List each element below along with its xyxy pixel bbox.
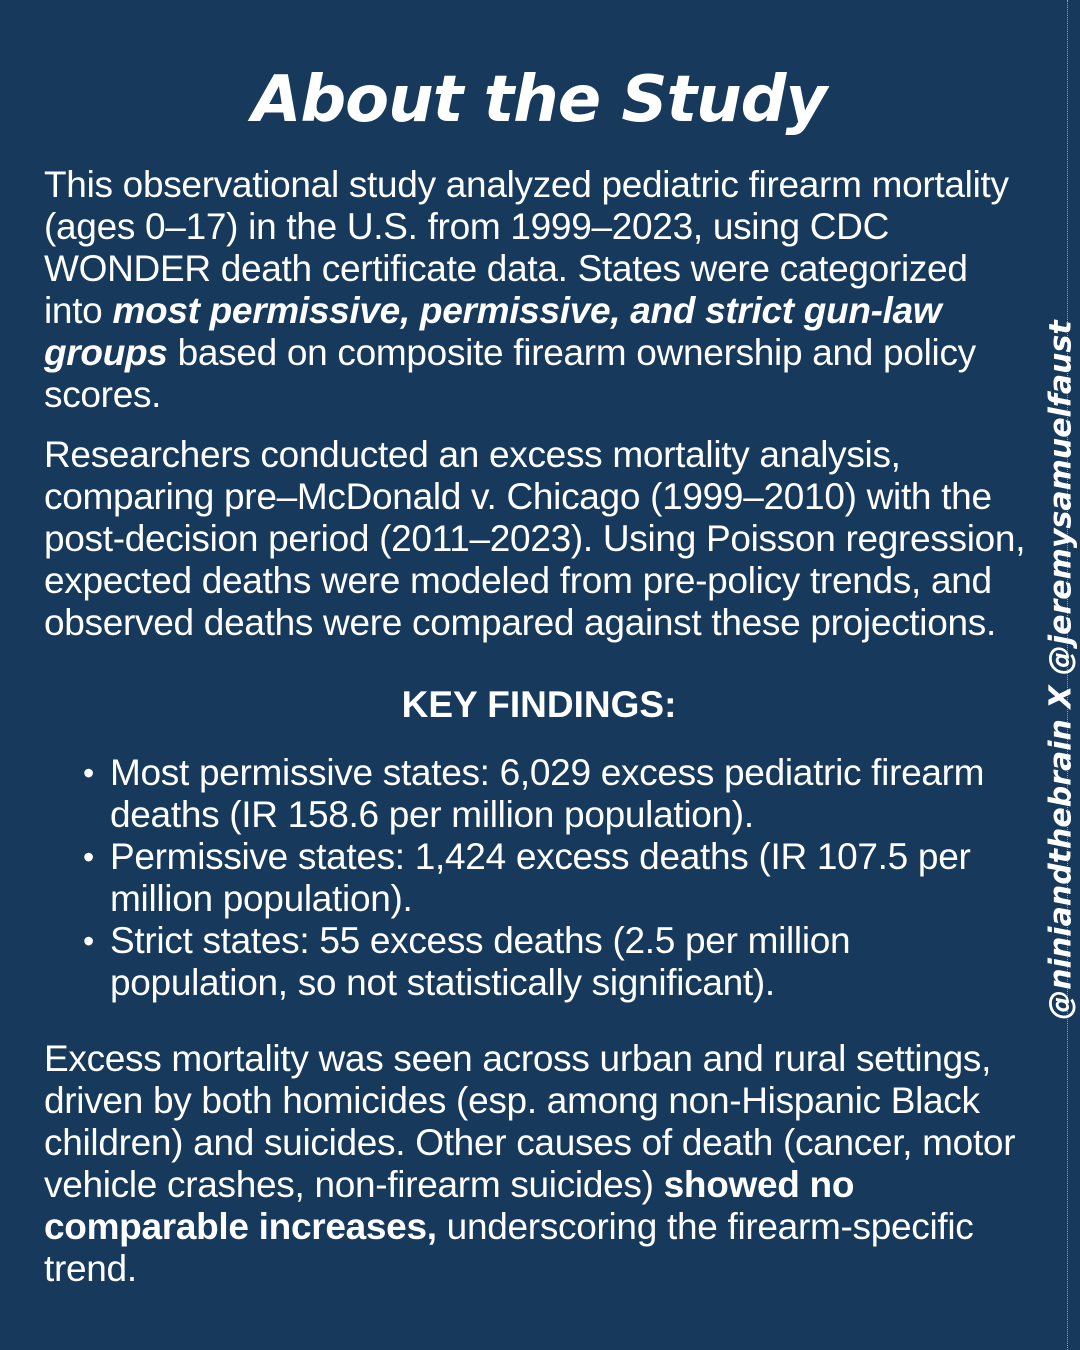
gun-law-groups-emphasis: most permissive, permissive, and strict gun-law groups (44, 290, 942, 373)
key-findings-heading: KEY FINDINGS: (401, 684, 677, 725)
paragraph1-text-before: This observational study analyzed pediatric firearm mortality (ages 0–17) in the U.S. from 1999–2023, using CDC WONDER death certificate data. States were categorized into (44, 164, 1009, 331)
paragraph3-text-after: underscoring the firearm-specific trend. (44, 1206, 974, 1289)
key-findings-list (44, 752, 1034, 1004)
methods-paragraph: Researchers conducted an excess mortality analysis, comparing pre–McDonald v. Chicago (1999–2010) with the post-decision period (2011–2023). Using Poisson regression, expected deaths were modeled from pre-policy trends, and observed deaths were compared against these projections. (44, 434, 1026, 643)
study-description-paragraph (44, 164, 1034, 416)
conclusion-paragraph (44, 1038, 1034, 1290)
paragraph1-text-after: based on composite firearm ownership and policy scores. (44, 332, 976, 415)
finding-most-permissive: • Most permissive states: 6,029 excess pediatric firearm deaths (IR 158.6 per million population). (110, 752, 1034, 836)
paragraph3-text-before: Excess mortality was seen across urban and rural settings, driven by both homicides (esp. among non-Hispanic Black children) and suicides. Other causes of death (cancer, motor vehicle crashes, non-firearm suicides) (44, 1038, 1016, 1205)
finding-permissive: • Permissive states: 1,424 excess deaths (IR 107.5 per million population). (110, 836, 1034, 920)
page-title: About the Study (251, 63, 827, 137)
finding-strict: • Strict states: 55 excess deaths (2.5 per million population, so not statistically significant). (110, 920, 1034, 1004)
no-comparable-increase-emphasis: showed no comparable increases, (44, 1164, 855, 1247)
main-content (44, 60, 1034, 1290)
social-handles: @niniandthebrain X @jeremysamuelfaust (1043, 320, 1079, 1020)
